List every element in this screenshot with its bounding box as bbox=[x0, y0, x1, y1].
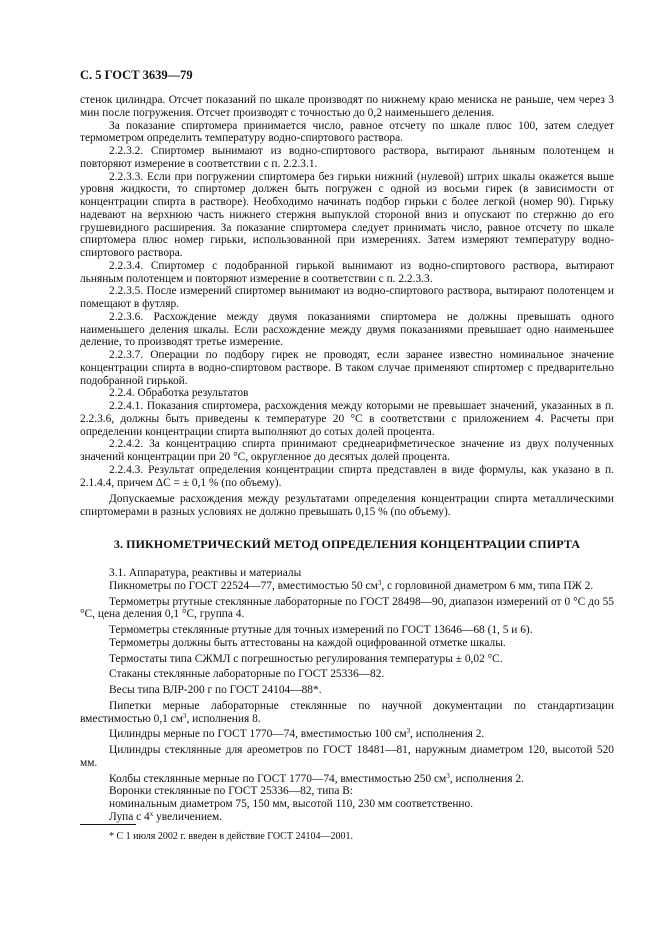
list-item: Цилиндры мерные по ГОСТ 1770—74, вместимостью 100 $см^3$, исполнения 2. bbox=[109, 727, 485, 741]
list-item: Термометры ртутные стеклянные лабораторные по ГОСТ 28498—90, диапазон измерений от 0 °С до 55 °С, цена деления 0,1 °С, группа 4. bbox=[80, 595, 614, 621]
paragraph: Допускаемые расхождения между результатами определения концентрации спирта металлическими спиртомерами в разных условиях не должно превышать 0,15 % (по объему). bbox=[80, 493, 614, 518]
list-item: Стаканы стеклянные лабораторные по ГОСТ 25336—82. bbox=[109, 668, 385, 681]
list-item: Колбы стеклянные мерные по ГОСТ 1770—74, вместимостью 250 $см^3$, исполнения 2. bbox=[109, 771, 524, 785]
list-item: Пипетки мерные лабораторные стеклянные по научной документации по стандартизации вместимостью 0,1 $см^3$, исполнения 8. bbox=[80, 699, 614, 725]
paragraph: 2.2.3.7. Операции по подбору гирек не проводят, если заранее известно номинальное значение концентрации спирта в водно-спиртовом растворе. В таком случае применяют спиртомер с предварительно подобранной гирькой. bbox=[80, 349, 614, 387]
footnote: * С 1 июля 2002 г. введен в действие ГОСТ 24104—2001. bbox=[109, 831, 353, 842]
list-item: Цилиндры стеклянные для ареометров по ГОСТ 18481—81, наружным диаметром 120, высотой 520 мм. bbox=[80, 744, 614, 769]
subsection-title: 3.1. Аппаратура, реактивы и материалы bbox=[109, 567, 302, 579]
paragraph: 2.2.4.3. Результат определения концентрации спирта представлен в виде формулы, как указано в п. 2.1.4.4, причем ΔC = ± 0,1 % (по объему). bbox=[80, 463, 614, 489]
list-item: Термометры должны быть аттестованы на каждой оцифрованной отметке шкалы. bbox=[109, 636, 506, 649]
paragraph: 2.2.4.2. За концентрацию спирта принимают среднеарифметическое значение из двух полученных значений концентрации при 20 °С, округленное до десятых долей процента. bbox=[80, 438, 614, 463]
body-text-section3 bbox=[80, 567, 614, 824]
paragraph: 2.2.3.6. Расхождение между двумя показаниями спиртомера не должны превышать одного наименьшего деления шкалы. Если расхождение между двумя показаниями превышает одно наименьшее деление, то производят третье измерение. bbox=[80, 310, 614, 349]
footnote-divider bbox=[80, 824, 136, 825]
subsection-title: 2.2.4. Обработка результатов bbox=[109, 387, 249, 400]
section-heading: 3. ПИКНОМЕТРИЧЕСКИЙ МЕТОД ОПРЕДЕЛЕНИЯ КОНЦЕНТРАЦИИ СПИРТА bbox=[113, 537, 581, 551]
paragraph: стенок цилиндра. Отсчет показаний по шкале производят по нижнему краю мениска не раньше, чем через 3 мин после погружения. Отсчет производят с точностью до 0,2 наименьшего деления. bbox=[80, 94, 614, 119]
list-item: Весы типа ВЛР-200 г по ГОСТ 24104—88*. bbox=[109, 684, 322, 696]
list-item: Лупа с 4$^x$ увеличением. bbox=[109, 809, 223, 823]
list-item: Термостаты типа СЖМЛ с погрешностью регулирования температуры ± 0,02 °С. bbox=[109, 652, 503, 665]
paragraph: 2.2.3.3. Если при погружении спиртомера без гирьки нижний (нулевой) штрих шкалы окажется выше уровня жидкости, то спиртомер должен быть погружен с одной из восьми гирек (в зависимости от концентрации спирта в растворе). Необходимо начинать подбор гирьки с более легкой (номер 90). Гирьку надевают на верхнюю часть нижнего стержня выпуклой стороной вниз и опускают по стержню до его грушевидного расширения. За показание спиртомера следует принимать число, равное отсчету по шкале спиртомера плюс номер гирьки, использованной при измерениях. Затем измеряют температуру водно-спиртового раствора. bbox=[80, 170, 614, 259]
paragraph: 2.2.4.1. Показания спиртомера, расхождения между которыми не превышает значений, указанных в п. 2.2.3.6, должны быть приведены к температуре 20 °С в соответствии с приложением 4. Расчеты при определении концентрации спирта выполняют до сотых долей процента. bbox=[80, 400, 614, 438]
paragraph: 2.2.3.2. Спиртомер вынимают из водно-спиртового раствора, вытирают льняным полотенцем и повторяют измерение в соответствии с п. 2.2.3.1. bbox=[80, 145, 614, 170]
list-item: Термометры стеклянные ртутные для точных измерений по ГОСТ 13646—68 (1, 5 и 6). bbox=[109, 624, 533, 636]
list-item: номинальным диаметром 75, 150 мм, высотой 110, 230 мм соответственно. bbox=[109, 798, 474, 810]
paragraph: За показание спиртомера принимается число, равное отсчету по шкале плюс 100, затем следует термометром определить температуру водно-спиртового раствора. bbox=[80, 119, 614, 145]
body-text-part1 bbox=[80, 94, 614, 519]
page-header: С. 5 ГОСТ 3639—79 bbox=[80, 68, 193, 82]
paragraph: 2.2.3.4. Спиртомер с подобранной гирькой вынимают из водно-спиртового раствора, вытирают льняным полотенцем и повторяют измерение в соответствии с п. 2.2.3.3. bbox=[80, 259, 614, 285]
paragraph: 2.2.3.5. После измерений спиртомер вынимают из водно-спиртового раствора, вытирают полотенцем и помещают в футляр. bbox=[80, 285, 614, 310]
list-item: Воронки стеклянные по ГОСТ 25336—82, типа В: bbox=[109, 785, 354, 798]
list-item: Пикнометры по ГОСТ 22524—77, вместимостью 50 $см^3$, с горловиной диаметром 6 мм, типа ПЖ 2. bbox=[109, 578, 594, 592]
